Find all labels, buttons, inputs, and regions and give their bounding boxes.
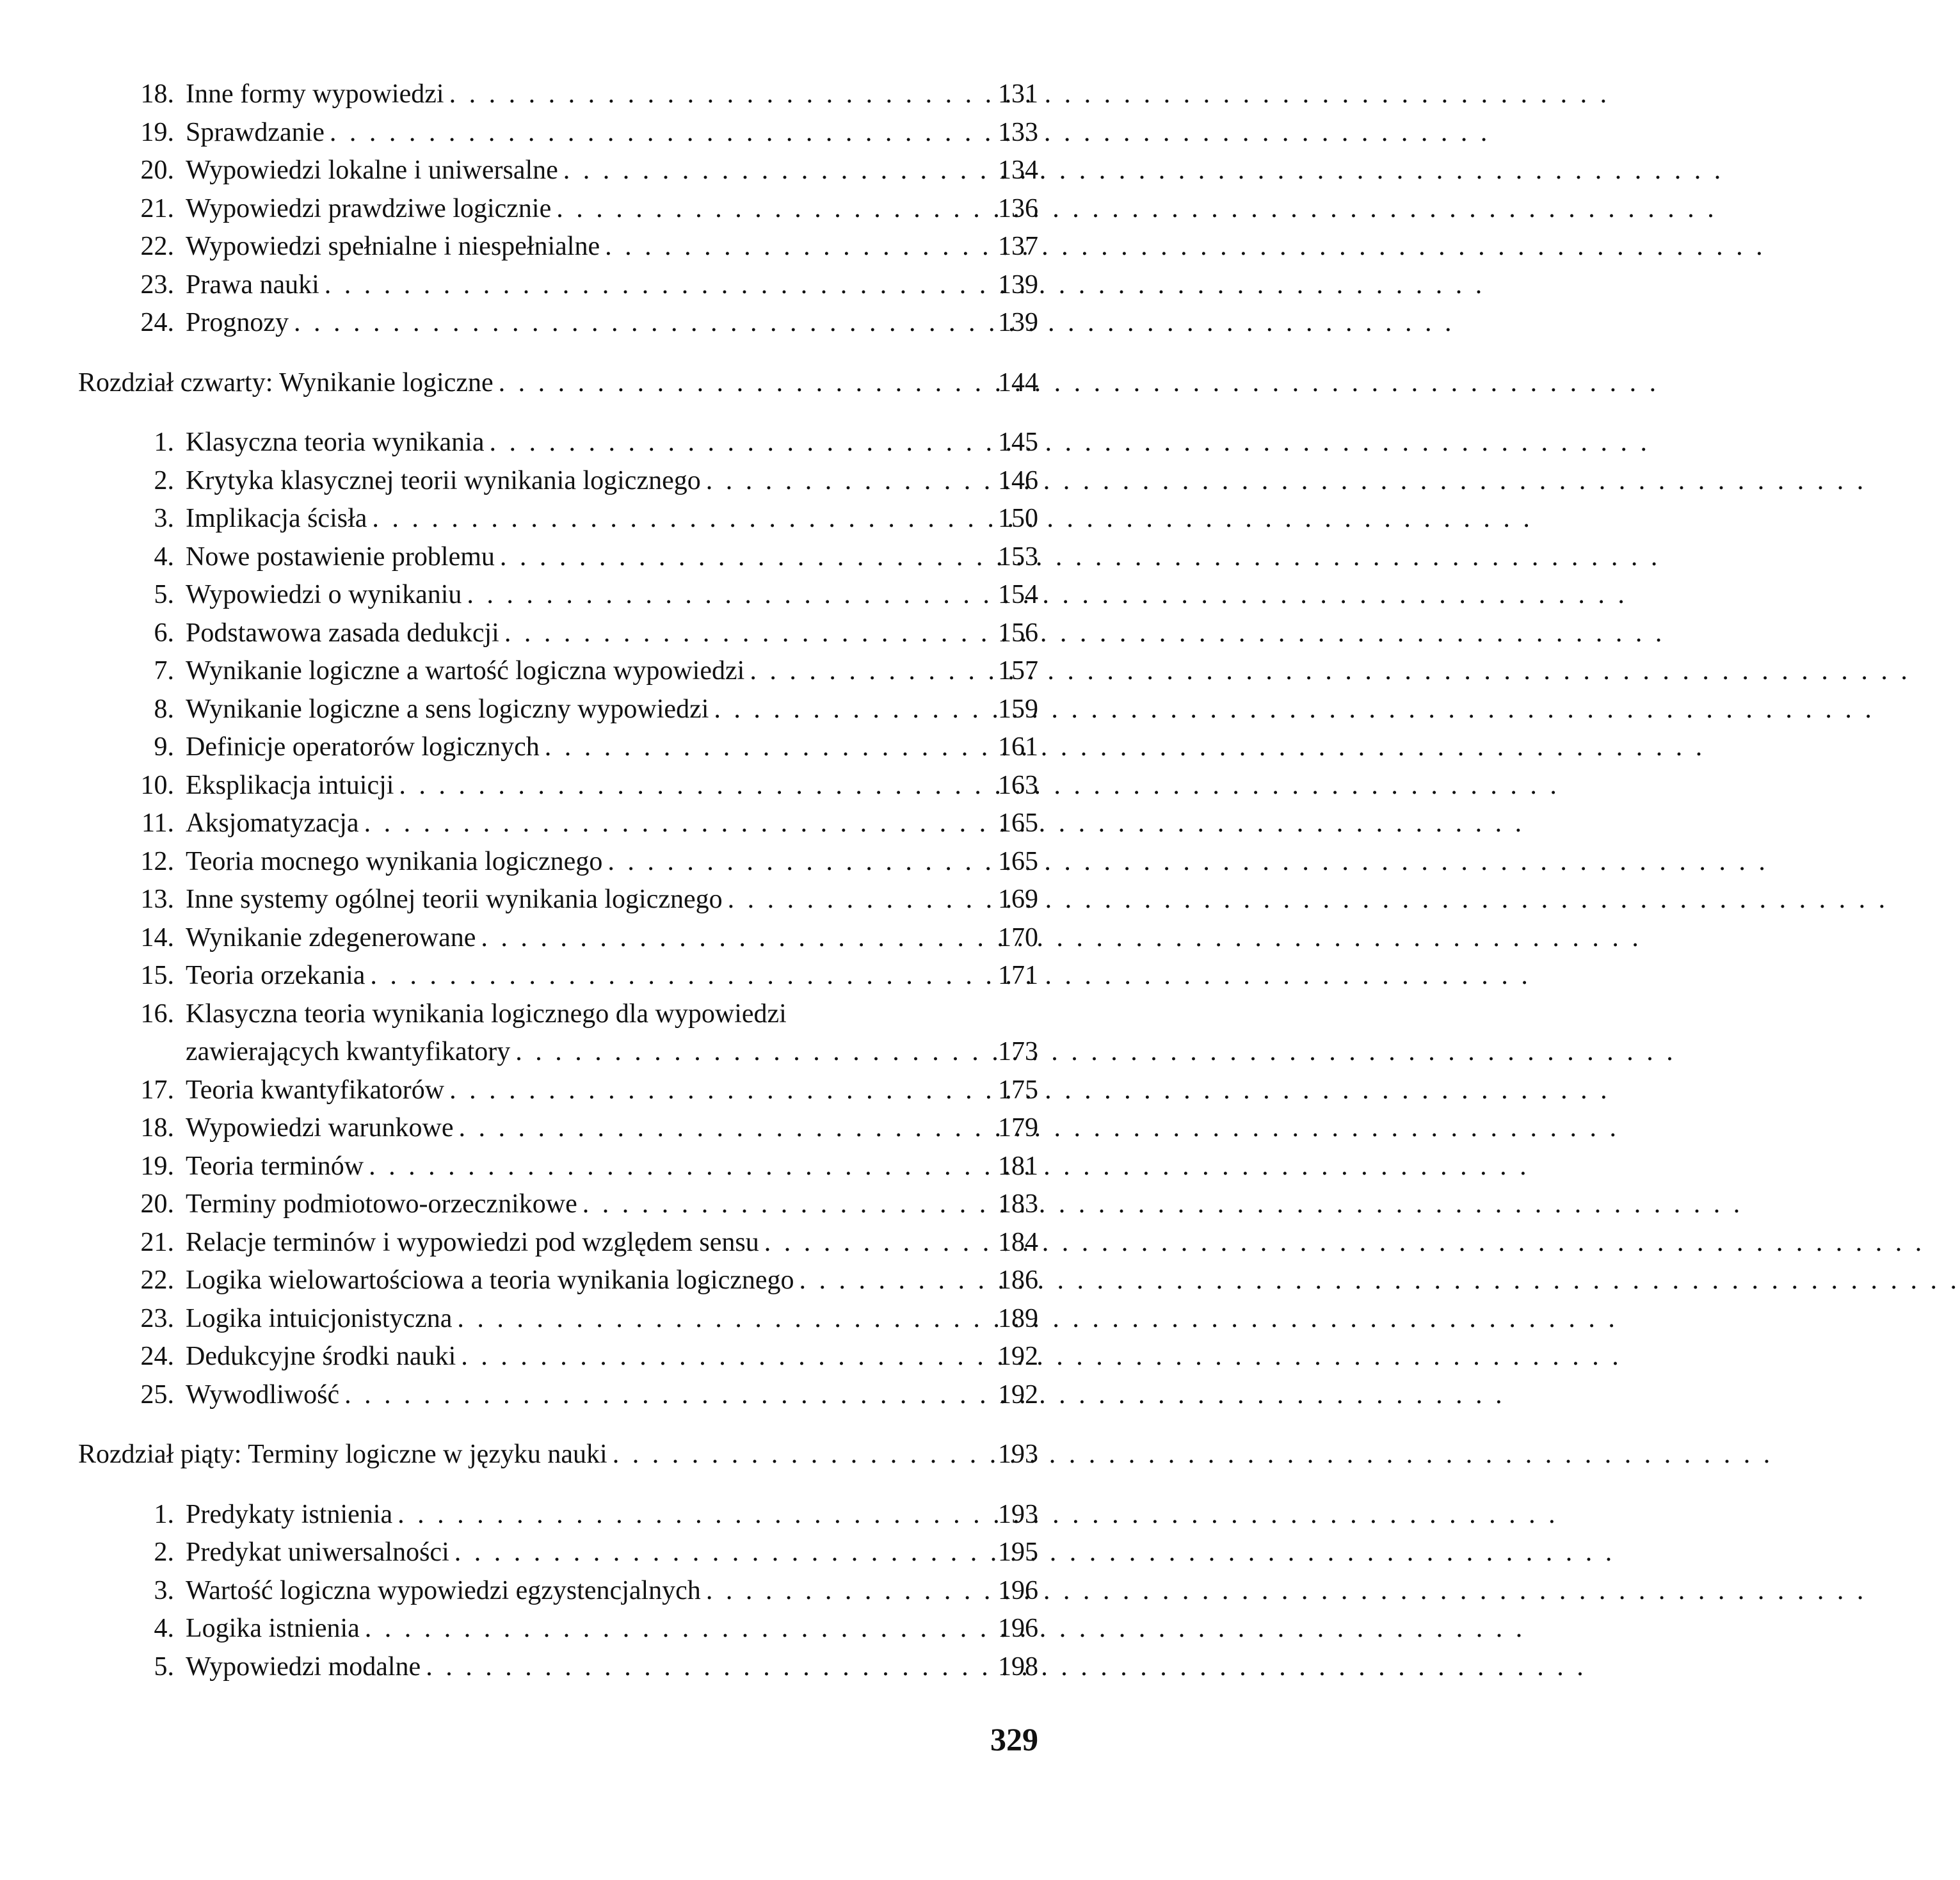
leader-dots: [476, 919, 968, 958]
entry-title: Teoria kwantyfikatorów: [186, 1075, 445, 1105]
leader-dots: [600, 228, 968, 266]
leader-dots: [452, 1300, 968, 1338]
toc-entry: [78, 767, 1038, 805]
entry-page: 184: [998, 1227, 1038, 1257]
entry-number: 19.: [140, 117, 174, 147]
entry-title: Predykat uniwersalności: [186, 1538, 449, 1567]
leader-dots: [367, 500, 968, 538]
entry-number: 24.: [140, 1342, 174, 1371]
leader-dots: [540, 728, 968, 767]
toc-entry: [78, 728, 1038, 767]
entry-title: Definicje operatorów logicznych: [186, 732, 540, 762]
leader-dots: [510, 1033, 968, 1072]
entry-page: 196: [998, 1575, 1038, 1605]
toc-entry: [78, 1148, 1038, 1186]
entry-number: 3.: [154, 1575, 174, 1605]
toc-entry: [78, 114, 1038, 152]
toc-entry: [78, 1072, 1038, 1110]
entry-number: 19.: [140, 1151, 174, 1181]
entry-title: Logika istnienia: [186, 1614, 360, 1643]
entry-page: 137: [998, 232, 1038, 261]
entry-page: 175: [998, 1075, 1038, 1105]
entry-number: 1.: [154, 1499, 174, 1529]
entry-title-line2: zawierających kwantyfikatory: [186, 1037, 511, 1066]
entry-page: 134: [998, 156, 1038, 185]
entry-title: Podstawowa zasada dedukcji: [186, 618, 499, 648]
entry-title: Dedukcyjne środki nauki: [186, 1342, 456, 1371]
leader-dots: [701, 462, 968, 501]
entry-page: 145: [998, 428, 1038, 457]
entry-number: 18.: [140, 79, 174, 109]
entry-page: 165: [998, 846, 1038, 876]
leader-dots: [421, 1648, 968, 1687]
leader-dots: [289, 304, 968, 342]
leader-dots: [444, 1072, 968, 1110]
entry-page: 186: [998, 1265, 1038, 1295]
entry-page: 133: [998, 117, 1038, 147]
entry-page: 192: [998, 1342, 1038, 1371]
toc-entry: [78, 957, 1038, 995]
entry-number: 22.: [140, 232, 174, 261]
toc-entry: [78, 462, 1038, 501]
leader-dots: [607, 1436, 968, 1474]
leader-dots: [392, 1496, 968, 1534]
chapter-page: 193: [998, 1440, 1038, 1469]
chapter-heading: [78, 364, 1038, 403]
entry-number: 11.: [141, 808, 174, 838]
entry-title: Wynikanie logiczne a wartość logiczna wypowiedzi: [186, 656, 745, 686]
toc-entry: [78, 615, 1038, 653]
leader-dots: [744, 652, 968, 691]
entry-page: 170: [998, 922, 1038, 952]
entry-page: 161: [998, 732, 1038, 762]
toc-section-chapter5: [78, 1496, 1038, 1687]
toc-entry: [78, 1185, 1038, 1224]
leader-dots: [484, 424, 968, 462]
entry-number: 14.: [140, 922, 174, 952]
entry-title: Inne systemy ogólnej teorii wynikania logicznego: [186, 885, 723, 914]
entry-number: 21.: [140, 193, 174, 223]
toc-entry: [78, 228, 1038, 266]
chapter-heading: [78, 1436, 1038, 1474]
entry-page: 171: [998, 961, 1038, 990]
leader-dots: [723, 881, 968, 919]
entry-number: 8.: [154, 694, 174, 724]
chapter-title: Rozdział piąty: Terminy logiczne w języku nauki: [78, 1440, 607, 1469]
leader-dots: [709, 691, 968, 729]
entry-title: Teoria mocnego wynikania logicznego: [186, 846, 603, 876]
entry-title-line1: Klasyczna teoria wynikania logicznego dla wypowiedzi: [186, 999, 787, 1029]
entry-page: 192: [998, 1379, 1038, 1410]
entry-page: 139: [998, 269, 1038, 300]
toc-entry: [78, 576, 1038, 615]
entry-page: 159: [998, 694, 1038, 724]
entry-page: 173: [998, 1037, 1038, 1066]
entry-number: 16.: [140, 999, 174, 1029]
entry-title: Prawa nauki: [186, 269, 319, 300]
entry-title: Wypowiedzi lokalne i uniwersalne: [186, 156, 558, 185]
entry-number: 24.: [140, 308, 174, 337]
leader-dots: [551, 190, 968, 229]
entry-number: 23.: [140, 1303, 174, 1333]
toc-entry: [78, 1262, 1038, 1300]
toc-entry: [78, 500, 1038, 538]
toc-entry: [78, 1376, 1038, 1415]
entry-page: 139: [998, 308, 1038, 337]
toc-entry: [78, 538, 1038, 577]
leader-dots: [364, 1148, 968, 1186]
entry-number: 22.: [140, 1265, 174, 1295]
entry-title: Wywodliwość: [186, 1379, 340, 1410]
leader-dots: [495, 538, 968, 577]
toc-entry: [78, 1610, 1038, 1648]
entry-page: 154: [998, 580, 1038, 609]
leader-dots: [462, 576, 968, 615]
entry-number: 12.: [140, 846, 174, 876]
entry-number: 23.: [140, 269, 174, 300]
toc-entry: [78, 266, 1038, 305]
toc-entry: [78, 190, 1038, 229]
entry-page: 169: [998, 885, 1038, 914]
entry-number: 17.: [140, 1075, 174, 1105]
toc-entry-multiline: [78, 995, 1038, 1034]
toc-entry: [78, 424, 1038, 462]
entry-page: 195: [998, 1538, 1038, 1567]
entry-page: 156: [998, 618, 1038, 648]
leader-dots: [577, 1185, 968, 1224]
leader-dots: [456, 1338, 968, 1376]
toc-entry-continuation: [78, 1033, 1038, 1072]
toc-entry: [78, 304, 1038, 342]
entry-title: Klasyczna teoria wynikania: [186, 428, 485, 457]
leader-dots: [701, 1572, 968, 1611]
entry-number: 5.: [154, 1651, 174, 1682]
entry-title: Eksplikacja intuicji: [186, 770, 394, 800]
entry-title: Nowe postawienie problemu: [186, 542, 495, 572]
entry-title: Aksjomatyzacja: [186, 808, 359, 838]
leader-dots: [319, 266, 968, 305]
leader-dots: [449, 1534, 968, 1572]
entry-page: 163: [998, 770, 1038, 800]
toc-entry: [78, 1338, 1038, 1376]
leader-dots: [394, 767, 968, 805]
entry-number: 4.: [154, 542, 174, 572]
entry-page: 157: [998, 656, 1038, 686]
entry-title: Teoria orzekania: [186, 961, 365, 990]
entry-number: 21.: [140, 1227, 174, 1257]
toc-entry: [78, 805, 1038, 843]
entry-title: Wypowiedzi o wynikaniu: [186, 580, 462, 609]
entry-title: Wynikanie zdegenerowane: [186, 922, 476, 952]
entry-number: 20.: [140, 1189, 174, 1219]
entry-number: 15.: [140, 961, 174, 990]
entry-page: 165: [998, 808, 1038, 838]
toc-entry: [78, 152, 1038, 190]
entry-page: 153: [998, 542, 1038, 572]
entry-title: Teoria terminów: [186, 1151, 364, 1181]
entry-number: 7.: [154, 656, 174, 686]
toc-entry: [78, 691, 1038, 729]
entry-page: 196: [998, 1614, 1038, 1643]
entry-number: 6.: [154, 618, 174, 648]
entry-number: 5.: [154, 580, 174, 609]
entry-title: Terminy podmiotowo-orzecznikowe: [186, 1189, 577, 1219]
leader-dots: [360, 1610, 968, 1648]
entry-page: 146: [998, 465, 1038, 495]
entry-number: 1.: [154, 428, 174, 457]
chapter-title: Rozdział czwarty: Wynikanie logiczne: [78, 367, 494, 398]
toc-section-top: [78, 76, 1038, 342]
entry-number: 18.: [140, 1113, 174, 1143]
leader-dots: [759, 1224, 968, 1262]
entry-number: 25.: [140, 1379, 174, 1410]
leader-dots: [602, 843, 968, 881]
entry-title: Wynikanie logiczne a sens logiczny wypowiedzi: [186, 694, 709, 724]
entry-page: 179: [998, 1113, 1038, 1143]
entry-page: 193: [998, 1499, 1038, 1529]
page-number: 329: [990, 1721, 1038, 1757]
entry-title: Sprawdzanie: [186, 117, 325, 147]
entry-title: Prognozy: [186, 308, 289, 337]
entry-page: 150: [998, 504, 1038, 533]
entry-number: 10.: [140, 770, 174, 800]
toc-entry: [78, 1496, 1038, 1534]
toc-entry: [78, 919, 1038, 958]
entry-number: 3.: [154, 504, 174, 533]
entry-title: Logika intuicjonistyczna: [186, 1303, 453, 1333]
entry-title: Wypowiedzi prawdziwe logicznie: [186, 193, 552, 223]
toc-entry: [78, 652, 1038, 691]
entry-page: 183: [998, 1189, 1038, 1219]
leader-dots: [359, 805, 968, 843]
toc-entry: [78, 881, 1038, 919]
entry-title: Wypowiedzi warunkowe: [186, 1113, 454, 1143]
toc-entry: [78, 1648, 1038, 1687]
leader-dots: [794, 1262, 968, 1300]
table-of-contents: [78, 76, 1038, 1686]
entry-page: 189: [998, 1303, 1038, 1333]
entry-title: Implikacja ścisła: [186, 504, 367, 533]
entry-title: Wypowiedzi spełnialne i niespełnialne: [186, 232, 600, 261]
entry-page: 198: [998, 1651, 1038, 1682]
toc-section-chapter4: [78, 424, 1038, 1414]
leader-dots: [444, 76, 968, 114]
entry-title: Relacje terminów i wypowiedzi pod względem sensu: [186, 1227, 759, 1257]
entry-number: 9.: [154, 732, 174, 762]
entry-number: 4.: [154, 1614, 174, 1643]
toc-entry: [78, 1109, 1038, 1148]
leader-dots: [558, 152, 968, 190]
entry-page: 181: [998, 1151, 1038, 1181]
entry-page: 136: [998, 193, 1038, 223]
entry-title: Krytyka klasycznej teorii wynikania logicznego: [186, 465, 701, 495]
toc-entry: [78, 1300, 1038, 1338]
toc-entry: [78, 843, 1038, 881]
toc-entry: [78, 1572, 1038, 1611]
entry-title: Logika wielowartościowa a teoria wynikania logicznego: [186, 1265, 794, 1295]
toc-entry: [78, 1534, 1038, 1572]
entry-page: 131: [998, 79, 1038, 109]
entry-title: Wypowiedzi modalne: [186, 1651, 421, 1682]
entry-title: Predykaty istnienia: [186, 1499, 393, 1529]
toc-entry: [78, 76, 1038, 114]
entry-title: Wartość logiczna wypowiedzi egzystencjalnych: [186, 1575, 701, 1605]
entry-number: 2.: [154, 465, 174, 495]
entry-title: Inne formy wypowiedzi: [186, 79, 444, 109]
leader-dots: [499, 615, 968, 653]
toc-entry: [78, 1224, 1038, 1262]
leader-dots: [365, 957, 968, 995]
entry-number: 13.: [140, 885, 174, 914]
entry-number: 2.: [154, 1538, 174, 1567]
leader-dots: [325, 114, 968, 152]
leader-dots: [339, 1376, 968, 1415]
leader-dots: [454, 1109, 968, 1148]
leader-dots: [494, 364, 968, 403]
chapter-page: 144: [998, 367, 1038, 398]
entry-number: 20.: [140, 156, 174, 185]
